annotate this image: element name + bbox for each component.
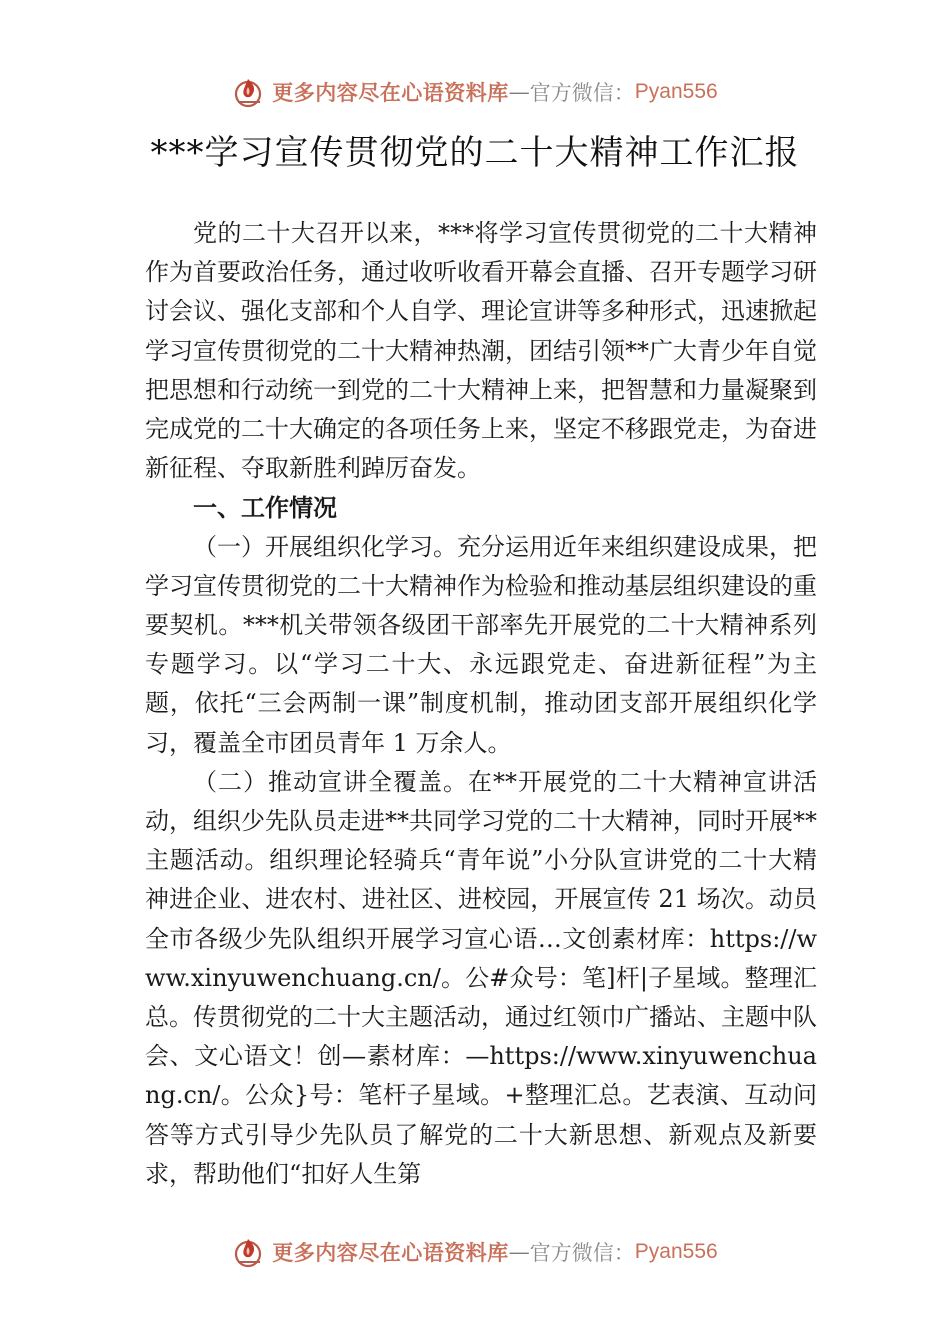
document-body	[145, 214, 817, 1194]
paragraph-lecture-coverage: （二）推动宣讲全覆盖。在**开展党的二十大精神宣讲活动，组织少先队员走进**共同学习党的二十大精神，同时开展**主题活动。组织理论轻骑兵“青年说”小分队宣讲党的二十大精神进企业、进农村、进社区、进校园，开展宣传 21 场次。动员全市各级少先队组织开展学习宣心语…文创素材库：https://www.xinyuwenchuang.cn/。公#众号：笔]杆|子星域。整理汇总。传贯彻党的二十大主题活动，通过红领巾广播站、主题中队会、文心语文！创—素材库：—https://www.xinyuwenchuang.cn/。公众}号：笔杆子星域。+整理汇总。艺表演、互动问答等方式引导少先队员了解党的二十大新思想、新观点及新要求，帮助他们“扣好人生第	[145, 767, 817, 1188]
watermark-banner-bottom	[0, 1232, 950, 1272]
watermark-wechat-label: 官方微信：	[529, 1241, 635, 1265]
flame-logo-icon	[232, 75, 266, 109]
flame-logo-icon	[232, 1235, 266, 1269]
watermark-banner-top	[0, 72, 950, 112]
section-heading-work-status: 一、工作情况	[193, 493, 337, 523]
watermark-text: 更多内容尽在心语资料库	[272, 80, 509, 105]
watermark-wechat-id: Pyan556	[634, 1240, 718, 1263]
watermark-wechat-id: Pyan556	[634, 80, 718, 103]
watermark-text: 更多内容尽在心语资料库	[272, 1240, 509, 1265]
paragraph-organized-study: （一）开展组织化学习。充分运用近年来组织建设成果，把学习宣传贯彻党的二十大精神作为检验和推动基层组织建设的重要契机。***机关带领各级团干部率先开展党的二十大精神系列专题学习。以“学习二十大、永远跟党走、奋进新征程”为主题，依托“三会两制一课”制度机制，推动团支部开展组织化学习，覆盖全市团员青年 1 万余人。	[145, 532, 817, 757]
watermark-separator: —	[508, 80, 530, 104]
intro-paragraph: 党的二十大召开以来，***将学习宣传贯彻党的二十大精神作为首要政治任务，通过收听收看开幕会直播、召开专题学习研讨会议、强化支部和个人自学、理论宣讲等多种形式，迅速掀起学习宣传贯彻党的二十大精神热潮，团结引领**广大青少年自觉把思想和行动统一到党的二十大精神上来，把智慧和力量凝聚到完成党的二十大确定的各项任务上来，坚定不移跟党走，为奋进新征程、夺取新胜利踔厉奋发。	[145, 219, 817, 483]
watermark-wechat-label: 官方微信：	[529, 81, 635, 105]
document-title: ***学习宣传贯彻党的二十大精神工作汇报	[150, 133, 800, 173]
watermark-separator: —	[508, 1240, 530, 1264]
